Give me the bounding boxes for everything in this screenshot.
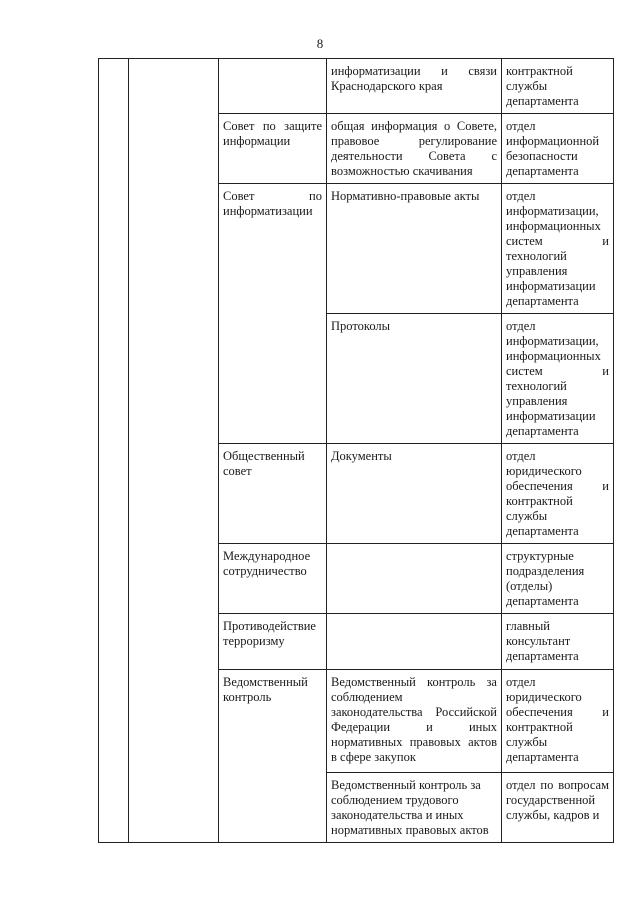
responsible-cell: отдел юридического обеспечения и контрактной службы департамента	[502, 670, 614, 773]
section-cell: Совет по защите информации	[219, 114, 327, 184]
section-cell	[219, 59, 327, 114]
content-cell: Ведомственный контроль за соблюдением трудового законодательства и иных нормативных правовых актов	[327, 773, 502, 843]
content-cell: общая информация о Совете, правовое регулирование деятельности Совета с возможностью скачивания	[327, 114, 502, 184]
section-cell: Международное сотрудничество	[219, 544, 327, 614]
section-cell: Общественный совет	[219, 444, 327, 544]
col-1-cell	[99, 59, 129, 843]
content-cell: Документы	[327, 444, 502, 544]
section-cell: Совет по информатизации	[219, 184, 327, 444]
responsible-cell: отдел по вопросам государственной службы, кадров и	[502, 773, 614, 843]
responsible-cell: отдел информатизации, информационных систем и технологий управления информатизации департамента	[502, 184, 614, 314]
content-cell: Протоколы	[327, 314, 502, 444]
document-table	[98, 58, 614, 843]
responsible-cell: структурные подразделения (отделы) департамента	[502, 544, 614, 614]
col-2-cell	[129, 59, 219, 843]
content-cell: Ведомственный контроль за соблюдением законодательства Российской Федерации и иных нормативных правовых актов в сфере закупок	[327, 670, 502, 773]
responsible-cell: отдел информатизации, информационных систем и технологий управления информатизации департамента	[502, 314, 614, 444]
responsible-cell: главный консультант департамента	[502, 614, 614, 670]
page-number: 8	[316, 36, 324, 51]
responsible-cell: отдел информационной безопасности департамента	[502, 114, 614, 184]
content-cell: Нормативно-правовые акты	[327, 184, 502, 314]
section-cell: Ведомственный контроль	[219, 670, 327, 843]
content-cell: информатизации и связи Краснодарского края	[327, 59, 502, 114]
responsible-cell: контрактной службы департамента	[502, 59, 614, 114]
section-cell: Противодействие терроризму	[219, 614, 327, 670]
responsible-cell: отдел юридического обеспечения и контрактной службы департамента	[502, 444, 614, 544]
content-cell	[327, 544, 502, 614]
table-row	[99, 59, 614, 114]
content-cell	[327, 614, 502, 670]
